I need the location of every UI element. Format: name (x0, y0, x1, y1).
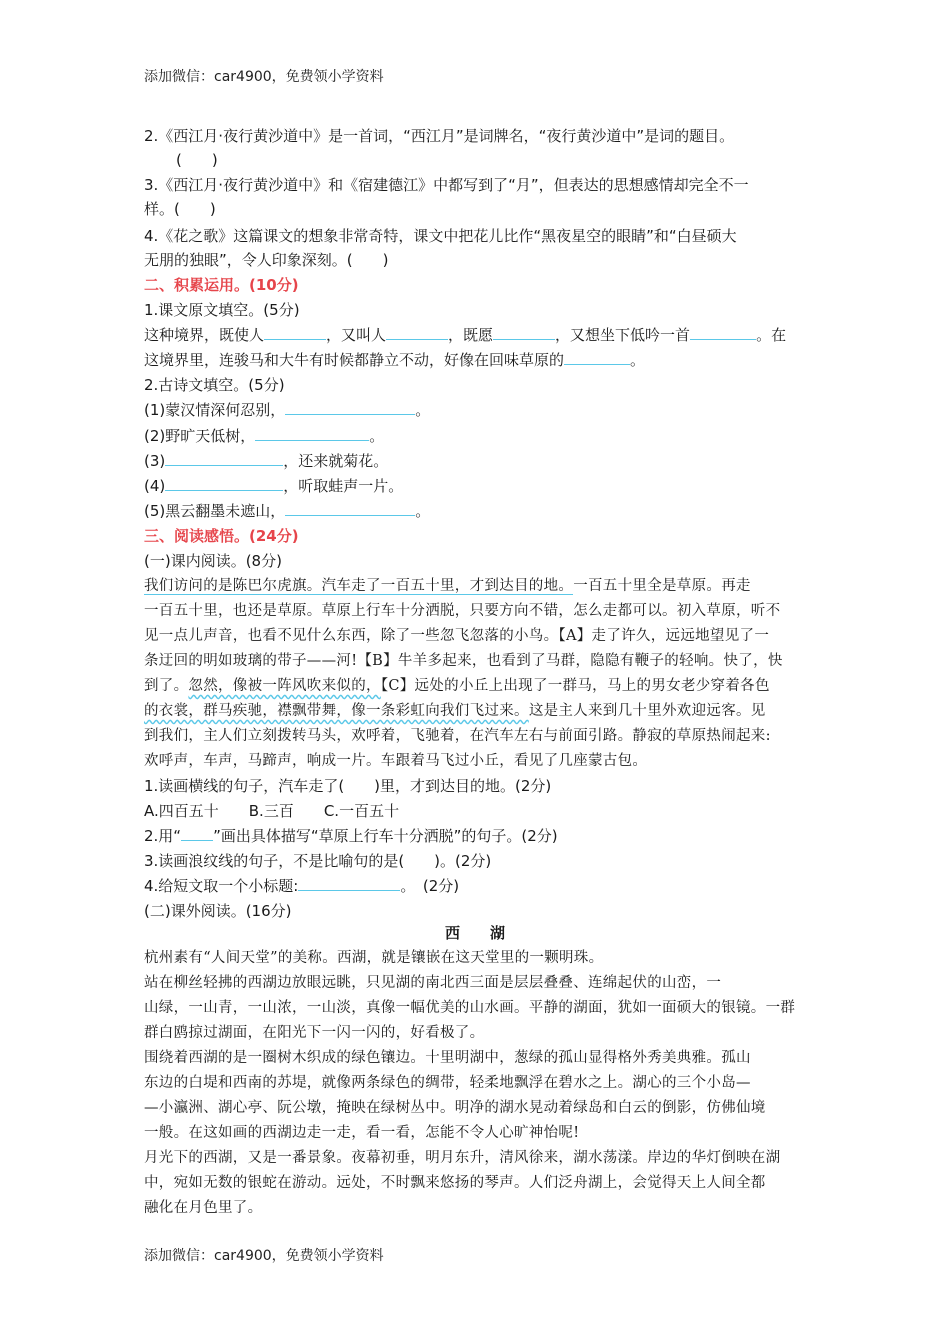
poem-blank-2[interactable] (255, 424, 369, 441)
title-blank[interactable] (298, 874, 400, 891)
judge-q2-bracket: ( ) (176, 151, 218, 169)
text: 。 (2分) (400, 877, 460, 895)
poem-1 (144, 398, 808, 422)
poem-5 (144, 499, 808, 523)
section-3-title: 三、阅读感悟。(24分) (144, 527, 299, 545)
poem-4 (144, 474, 808, 498)
judge-q3-cont: 样。( ) (144, 200, 216, 218)
poem-blank-3[interactable] (165, 449, 283, 466)
reading2-line10: 中，宛如无数的银蛇在游动。远处，不时飘来悠扬的琴声。人们泛舟湖上，会觉得天上人间全都 (144, 1175, 766, 1191)
underlined-sentence: 我们访问的是陈巴尔虎旗。汽车走了一百五十里，才到达目的地。 (144, 578, 574, 594)
r1-q1-options: A.四百五十 B.三百 C.一百五十 (144, 802, 400, 820)
reading1-line8: 欢呼声，车声，马蹄声，响成一片。车跟着马飞过小丘，看见了几座蒙古包。 (144, 753, 648, 769)
text: ，又想坐下低吟一首 (555, 326, 691, 344)
sec2-fill-line1 (144, 323, 808, 347)
poem-blank-5[interactable] (285, 499, 415, 516)
reading2-title: 西 湖 (444, 924, 505, 942)
reading2-line4: 群白鸥掠过湖面，在阳光下一闪一闪的，好看极了。 (144, 1025, 485, 1041)
text: 。在 (756, 326, 787, 344)
text: (1)蒙汉情深何忍别， (144, 401, 286, 419)
r1-q2 (144, 824, 808, 848)
reading2-line8: 一般。在这如画的西湖边走一走，看一看，怎能不令人心旷神怡呢! (144, 1125, 580, 1141)
reading2-line2: 站在柳丝轻拂的西湖边放眼远眺，只见湖的南北西三面是层层叠叠、连绵起伏的山峦，一 (144, 975, 722, 991)
header-note: 添加微信：car4900，免费领小学资料 (144, 69, 384, 85)
text: ，又叫人 (326, 326, 387, 344)
blank-1[interactable] (264, 323, 326, 340)
sec3-sub1: (一)课内阅读。(8分) (144, 552, 282, 570)
poem-2 (144, 424, 808, 448)
text: 这境界里，连骏马和大牛有时候都静立不动，好像在回味草原的 (144, 351, 565, 369)
text: 4.给短文取一个小标题: (144, 877, 299, 895)
text: 。 (630, 351, 646, 369)
poem-blank-1[interactable] (285, 398, 415, 415)
reading2-line7: —小瀛洲、湖心亭、阮公墩，掩映在绿树丛中。明净的湖水晃动着绿岛和白云的倒影，仿佛仙境 (144, 1100, 766, 1116)
text: (2)野旷天低树， (144, 427, 256, 445)
line-sample (181, 824, 213, 841)
section-2-title: 二、积累运用。(10分) (144, 276, 299, 294)
reading1-line1 (144, 574, 808, 598)
r1-q3: 3.读画浪纹线的句子，不是比喻句的是( )。(2分) (144, 852, 492, 870)
reading1-line3: 见一点儿声音，也看不见什么东西，除了一些忽飞忽落的小鸟。【A】走了许久，远远地望见了一 (144, 628, 770, 644)
reading2-line9: 月光下的西湖，又是一番景象。夜幕初垂，明月东升，清风徐来，湖水荡漾。岸边的华灯倒映在湖 (144, 1150, 781, 1166)
poem-blank-4[interactable] (165, 474, 283, 491)
judge-q3: 3.《西江月·夜行黄沙道中》和《宿建德江》中都写到了“月”，但表达的思想感情却完全不一 (144, 176, 749, 194)
blank-2[interactable] (386, 323, 448, 340)
text: 【C】远处的小丘上出现了一群马，马上的男女老少穿着各色 (380, 678, 770, 694)
text: 2.用“ (144, 827, 182, 845)
text: ，听取蛙声一片。 (283, 477, 404, 495)
blank-4[interactable] (690, 323, 756, 340)
text: ，还来就菊花。 (283, 452, 389, 470)
blank-5[interactable] (564, 348, 630, 365)
reading2-line3: 山绿，一山青，一山浓，一山淡，真像一幅优美的山水画。平静的湖面，犹如一面硕大的银镜。一群 (144, 1000, 796, 1016)
reading2-line1: 杭州素有“人间天堂”的美称。西湖，就是镶嵌在这天堂里的一颗明珠。 (144, 950, 604, 966)
r1-q4 (144, 874, 808, 898)
text: 。 (415, 502, 431, 520)
reading2-line11: 融化在月色里了。 (144, 1200, 263, 1216)
text: (4) (144, 477, 166, 495)
reading1-line2: 一百五十里，也还是草原。草原上行车十分洒脱，只要方向不错，怎么走都可以。初入草原，听不 (144, 603, 781, 619)
text: 这是主人来到几十里外欢迎远客。见 (528, 703, 766, 719)
footer-note: 添加微信：car4900，免费领小学资料 (144, 1248, 384, 1264)
sec2-q2: 2.古诗文填空。(5分) (144, 376, 285, 394)
text: ”画出具体描写“草原上行车十分洒脱”的句子。(2分) (213, 827, 558, 845)
sec2-fill-line2 (144, 348, 808, 372)
text: 这种境界，既使人 (144, 326, 265, 344)
sec3-sub2: (二)课外阅读。(16分) (144, 902, 292, 920)
text: (3) (144, 452, 166, 470)
poem-3 (144, 449, 808, 473)
sec2-q1: 1.课文原文填空。(5分) (144, 301, 300, 319)
text: 到了。 (144, 678, 189, 694)
reading1-line5 (144, 674, 808, 698)
wavy-sentence: 的衣裳，群马疾驰，襟飘带舞，像一条彩虹向我们飞过来。 (144, 703, 529, 719)
text: 。 (369, 427, 385, 445)
judge-q2: 2.《西江月·夜行黄沙道中》是一首词，“西江月”是词牌名，“夜行黄沙道中”是词的题目。 (144, 127, 735, 145)
r1-q1: 1.读画横线的句子，汽车走了( )里，才到达目的地。(2分) (144, 777, 552, 795)
text: 。 (415, 401, 431, 419)
text: ，既愿 (448, 326, 494, 344)
text: 一百五十里全是草原。再走 (573, 578, 751, 594)
reading1-line6 (144, 699, 808, 723)
reading1-line4: 条迂回的明如玻璃的带子——河!【B】牛羊多起来，也看到了马群，隐隐有鞭子的轻响。快了，快 (144, 653, 783, 669)
reading1-line7: 到我们，主人们立刻拨转马头，欢呼着，飞驰着，在汽车左右与前面引路。静寂的草原热闹起来: (144, 728, 771, 744)
reading2-line6: 东边的白堤和西南的苏堤，就像两条绿色的绸带，轻柔地飘浮在碧水之上。湖心的三个小岛— (144, 1075, 751, 1091)
wavy-sentence: 忽然，像被一阵风吹来似的， (188, 678, 381, 694)
text: (5)黑云翻墨未遮山， (144, 502, 286, 520)
judge-q4: 4.《花之歌》这篇课文的想象非常奇特，课文中把花儿比作“黑夜星空的眼睛”和“白昼硕大 (144, 227, 737, 245)
reading2-line5: 围绕着西湖的是一圈树木织成的绿色镶边。十里明湖中，葱绿的孤山显得格外秀美典雅。孤山 (144, 1050, 751, 1066)
judge-q4-cont: 无朋的独眼”，令人印象深刻。( ) (144, 251, 389, 269)
blank-3[interactable] (493, 323, 555, 340)
